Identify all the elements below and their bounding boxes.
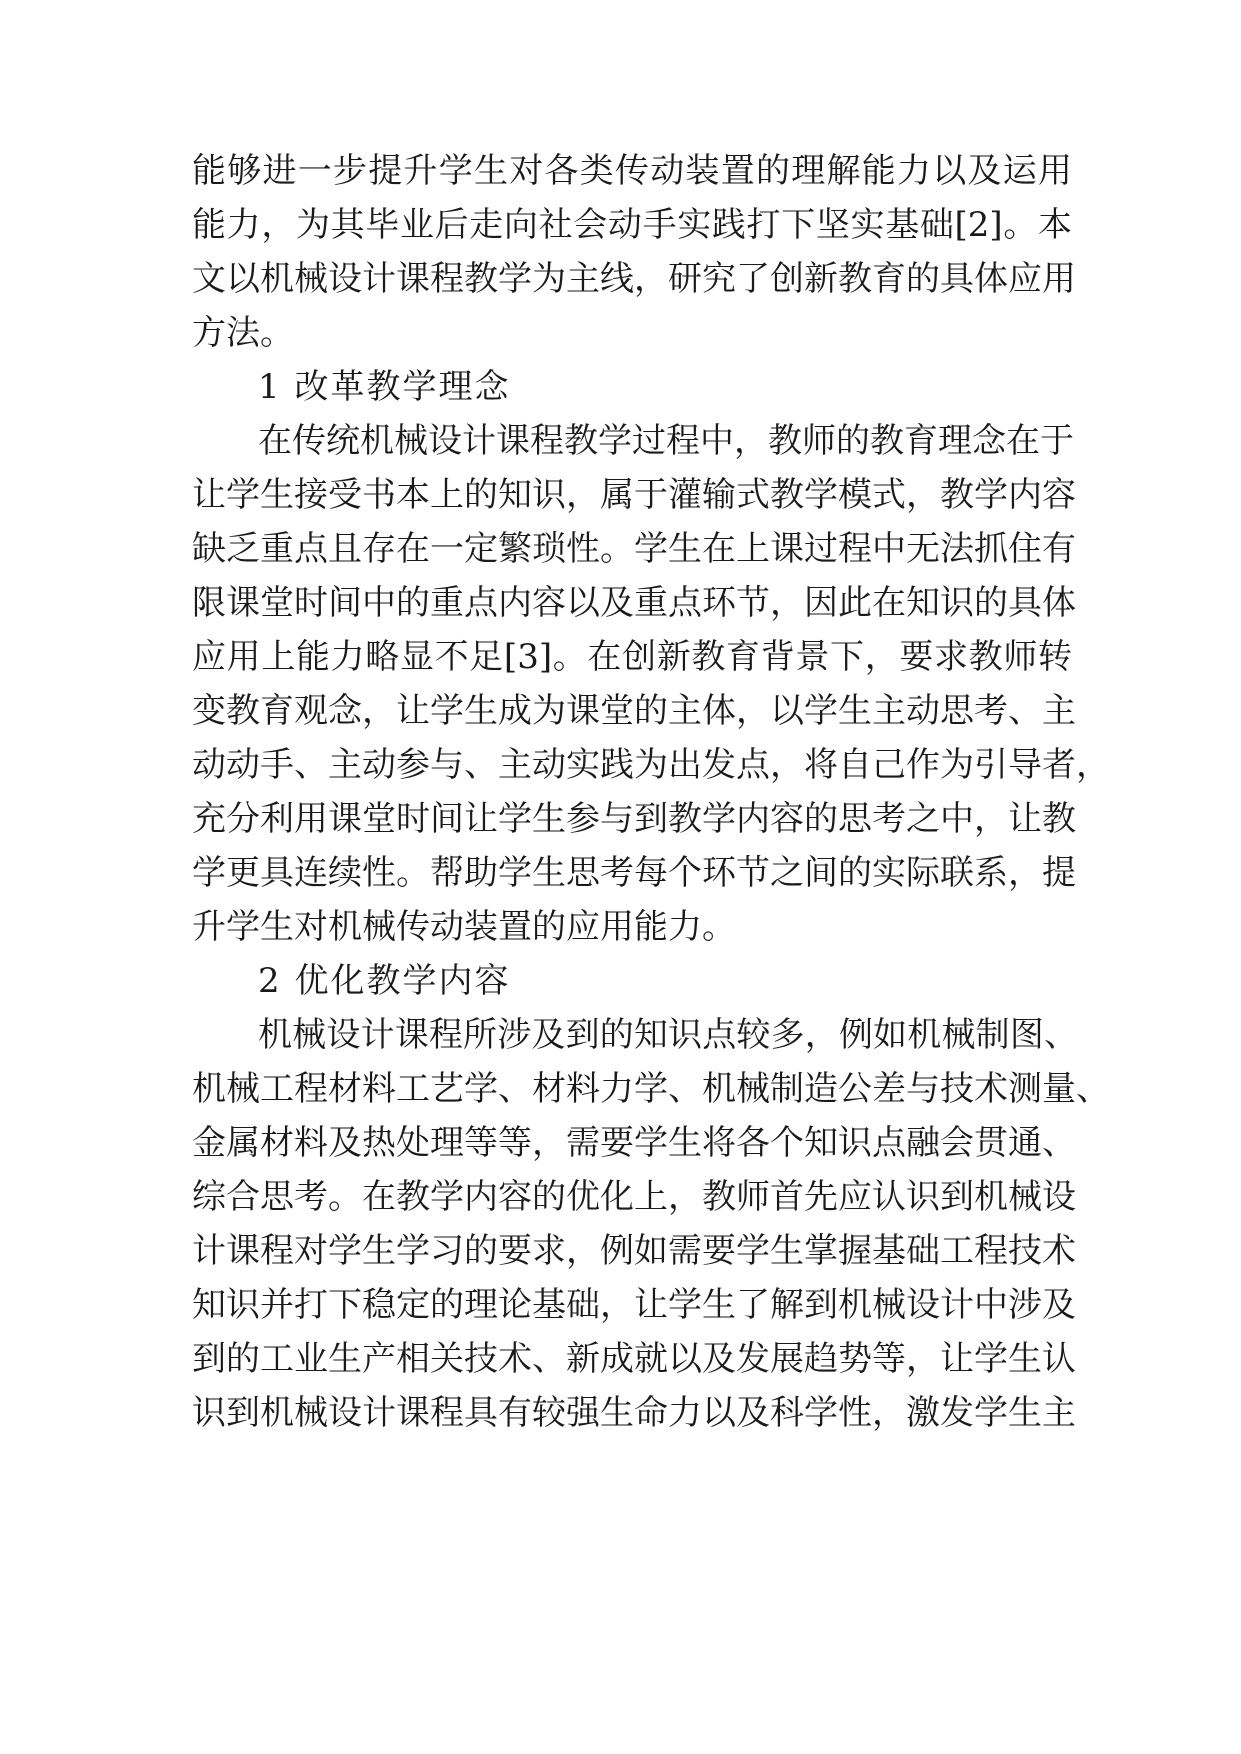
body-text-line: 综合思考。在教学内容的优化上，教师首先应认识到机械设: [192, 1177, 1076, 1217]
body-text-line: 文以机械设计课程教学为主线，研究了创新教育的具体应用: [192, 259, 1076, 299]
body-text-line: 机械设计课程所涉及到的知识点较多，例如机械制图、: [258, 1015, 1078, 1055]
section-heading: 2 优化教学内容: [258, 961, 511, 1001]
body-text-line: 机械工程材料工艺学、材料力学、机械制造公差与技术测量、: [192, 1069, 1110, 1109]
body-text-line: 金属材料及热处理等等，需要学生将各个知识点融会贯通、: [192, 1123, 1076, 1163]
body-text-line: 计课程对学生学习的要求，例如需要学生掌握基础工程技术: [192, 1231, 1076, 1271]
body-text-line: 缺乏重点且存在一定繁琐性。学生在上课过程中无法抓住有: [192, 529, 1076, 569]
body-text-line: 能够进一步提升学生对各类传动装置的理解能力以及运用: [192, 151, 1072, 191]
body-text-line: 充分利用课堂时间让学生参与到教学内容的思考之中，让教: [192, 799, 1076, 839]
body-text-line: 变教育观念，让学生成为课堂的主体，以学生主动思考、主: [192, 691, 1076, 731]
body-text-line: 动动手、主动参与、主动实践为出发点，将自己作为引导者，: [192, 745, 1110, 785]
body-text-line: 升学生对机械传动装置的应用能力。: [192, 907, 736, 947]
body-text-line: 识到机械设计课程具有较强生命力以及科学性，激发学生主: [192, 1393, 1076, 1433]
body-text-line: 在传统机械设计课程教学过程中，教师的教育理念在于: [258, 421, 1074, 461]
body-text-line: 应用上能力略显不足[3]。在创新教育背景下，要求教师转: [192, 637, 1072, 677]
body-text-line: 学更具连续性。帮助学生思考每个环节之间的实际联系，提: [192, 853, 1076, 893]
body-text-line: 能力，为其毕业后走向社会动手实践打下坚实基础[2]。本: [192, 205, 1072, 245]
body-text-line: 方法。: [192, 313, 294, 353]
section-heading: 1 改革教学理念: [258, 367, 511, 407]
body-text-line: 知识并打下稳定的理论基础，让学生了解到机械设计中涉及: [192, 1285, 1076, 1325]
body-text-line: 让学生接受书本上的知识，属于灌输式教学模式，教学内容: [192, 475, 1076, 515]
body-text-line: 限课堂时间中的重点内容以及重点环节，因此在知识的具体: [192, 583, 1076, 623]
body-text-line: 到的工业生产相关技术、新成就以及发展趋势等，让学生认: [192, 1339, 1076, 1379]
